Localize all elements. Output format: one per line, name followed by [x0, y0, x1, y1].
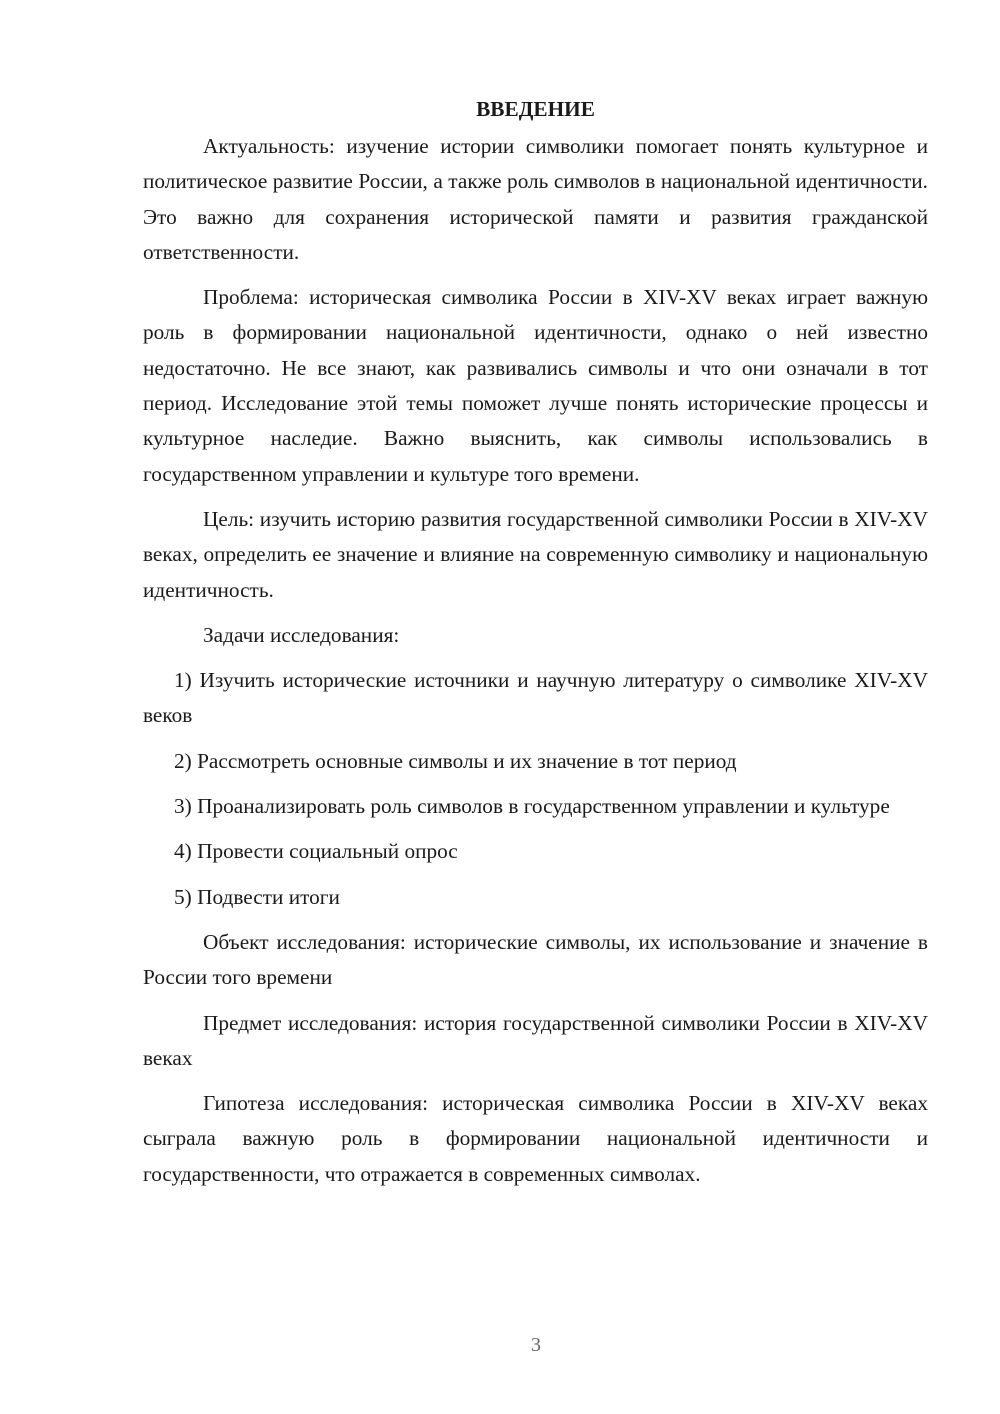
hypothesis-paragraph: Гипотеза исследования: историческая символика России в XIV-XV веках сыграла важную роль в формировании национальной идентичности и государственности, что отражается в современных символах. [143, 1091, 928, 1186]
section-heading: ВВЕДЕНИЕ [476, 97, 595, 121]
object-paragraph: Объект исследования: исторические символы, их использование и значение в России того времени [143, 929, 928, 990]
relevance-paragraph: Актуальность: изучение истории символики помогает понять культурное и политическое развитие России, а также роль символов в национальной идентичности. Это важно для сохранения исторической памяти и развития гражданской ответственности. [143, 134, 928, 264]
page-number: 3 [531, 1334, 541, 1356]
task-item-1: 1) Изучить исторические источники и научную литературу о символике XIV-XV веков [143, 668, 928, 728]
problem-paragraph: Проблема: историческая символика России в XIV-XV веках играет важную роль в формировании национальной идентичности, однако о ней известно недостаточно. Не все знают, как развивались символы и что они означали в тот период. Исследование этой темы поможет лучше понять исторические процессы и культурное наследие. Важно выяснить, как символы использовались в государственном управлении и культуре того времени. [143, 285, 928, 486]
task-item-3: 3) Проанализировать роль символов в государственном управлении и культуре [174, 794, 890, 819]
tasks-title: Задачи исследования: [203, 622, 400, 647]
task-item-4: 4) Провести социальный опрос [174, 839, 458, 864]
task-item-5: 5) Подвести итоги [174, 884, 340, 909]
subject-paragraph: Предмет исследования: история государственной символики России в XIV-XV веках [143, 1010, 928, 1070]
goal-paragraph: Цель: изучить историю развития государственной символики России в XIV-XV веках, определить ее значение и влияние на современную символику и национальную идентичность. [143, 506, 928, 602]
task-item-2: 2) Рассмотреть основные символы и их значение в тот период [174, 748, 737, 773]
document-page [143, 92, 928, 1202]
